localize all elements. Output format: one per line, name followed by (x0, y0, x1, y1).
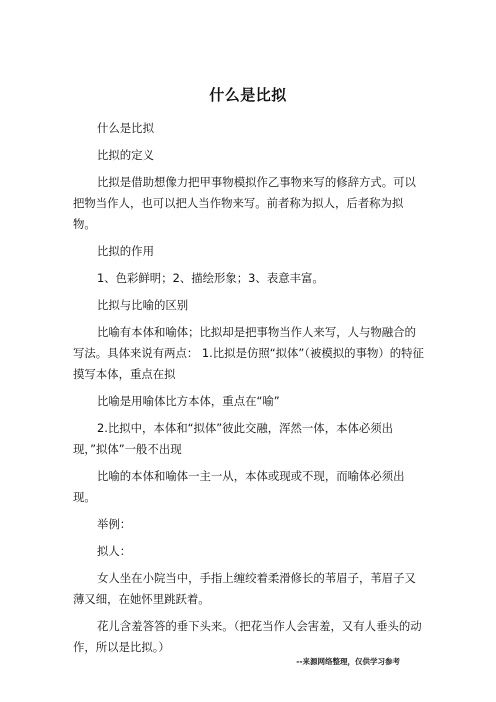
paragraph: 比喻有本体和喻体；比拟却是把事物当作人来写，人与物融合的写法。具体来说有两点： 1.比拟是仿照“拟体”（被模拟的事物）的特征摸写本体，重点在拟 (73, 325, 424, 381)
document-title: 什么是比拟 (209, 86, 287, 104)
paragraph: 拟人： (97, 544, 132, 558)
paragraph: 比拟是借助想像力把甲事物模拟作乙事物来写的修辞方式。可以把物当作人，也可以把人当作物来写。前者称为拟人，后者称为拟物。 (73, 175, 416, 231)
paragraph: 比喻是用喻体比方本体，重点在“喻” (97, 394, 280, 408)
paragraph: 比喻的本体和喻体一主一从，本体或现或不现，而喻体必须出现。 (73, 469, 405, 504)
paragraph: 什么是比拟 (97, 121, 154, 135)
source-footer: --来源网络整理，仅供学习参考 (296, 657, 400, 666)
paragraph: 2.比拟中，本体和“拟体”彼此交融，浑然一体，本体必须出现，”拟体”一般不出现 (73, 421, 394, 456)
paragraph: 比拟的定义 (97, 148, 154, 162)
paragraph: 比拟与比喻的区别 (97, 298, 189, 312)
paragraph: 花儿含羞答答的垂下头来。（把花当作人会害羞，又有人垂头的动作，所以是比拟。） (73, 619, 422, 654)
document-body (73, 118, 425, 664)
paragraph: 举例： (97, 517, 132, 531)
paragraph: 女人坐在小院当中，手指上缠绞着柔滑修长的苇眉子，苇眉子又薄又细，在她怀里跳跃着。 (73, 571, 416, 606)
paragraph: 比拟的作用 (97, 244, 154, 258)
paragraph: 1、色彩鲜明；2、描绘形象；3、表意丰富。 (97, 271, 324, 285)
